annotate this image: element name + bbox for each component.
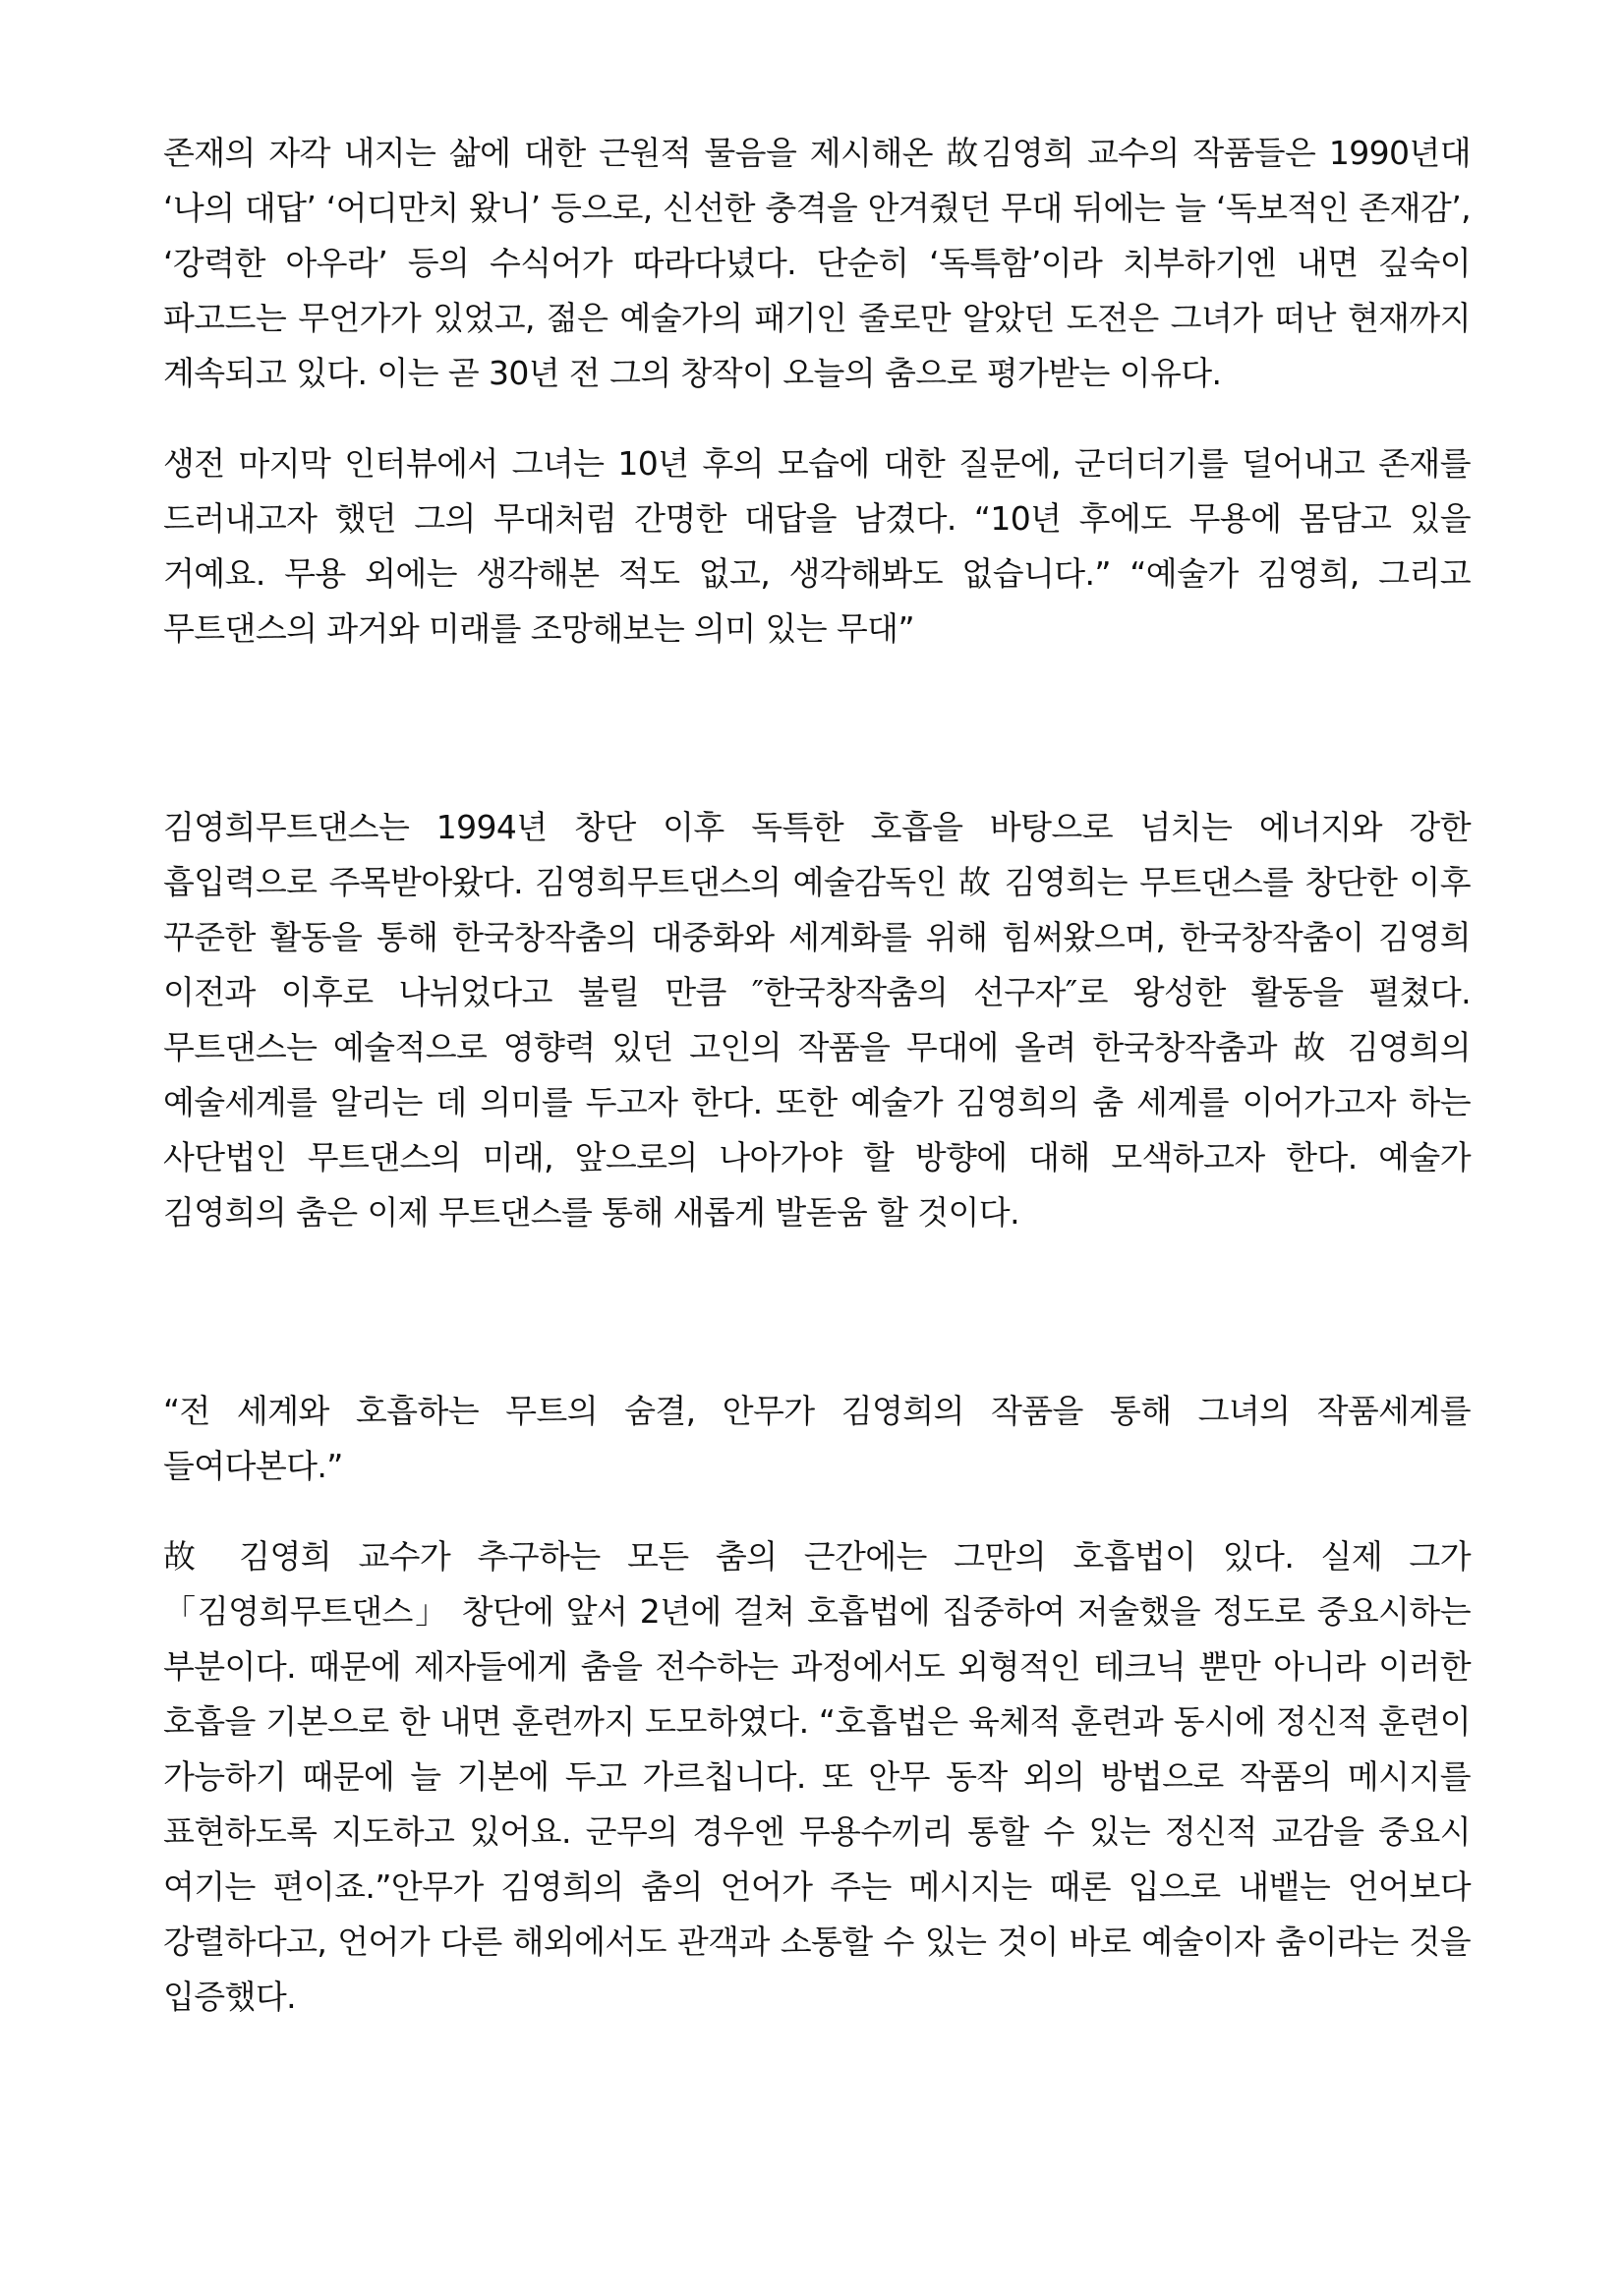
- paragraph-breathing: 故 김영희 교수가 추구하는 모든 춤의 근간에는 그만의 호흡법이 있다. 실제 그가 「김영희무트댄스」 창단에 앞서 2년에 걸쳐 호흡법에 집중하여 저술했을 정도로 중요시하는 부분이다. 때문에 제자들에게 춤을 전수하는 과정에서도 외형적인 테크닉 뿐만 아니라 이러한 호흡을 기본으로 한 내면 훈련까지 도모하였다. “호흡법은 육체적 훈련과 동시에 정신적 훈련이 가능하기 때문에 늘 기본에 두고 가르칩니다. 또 안무 동작 외의 방법으로 작품의 메시지를 표현하도록 지도하고 있어요. 군무의 경우엔 무용수끼리 통할 수 있는 정신적 교감을 중요시 여기는 편이죠.”안무가 김영희의 춤의 언어가 주는 메시지는 때론 입으로 내뱉는 언어보다 강렬하다고, 언어가 다른 해외에서도 관객과 소통할 수 있는 것이 바로 예술이자 춤이라는 것을 입증했다.: [163, 1537, 1471, 2016]
- paragraph-spacer: [163, 401, 1471, 436]
- section-spacer: [163, 657, 1471, 800]
- paragraph-spacer: [163, 1494, 1471, 1529]
- paragraph-interview: 생전 마지막 인터뷰에서 그녀는 10년 후의 모습에 대한 질문에, 군더더기를 덜어내고 존재를 드러내고자 했던 그의 무대처럼 간명한 대답을 남겼다. “10년 후에도 무용에 몸담고 있을 거예요. 무용 외에는 생각해본 적도 없고, 생각해봐도 없습니다.” “예술가 김영희, 그리고 무트댄스의 과거와 미래를 조망해보는 의미 있는 무대”: [163, 444, 1471, 648]
- document-body: [163, 126, 1471, 2025]
- paragraph-intro: 존재의 자각 내지는 삶에 대한 근원적 물음을 제시해온 故김영희 교수의 작품들은 1990년대 ‘나의 대답’ ‘어디만치 왔니’ 등으로, 신선한 충격을 안겨줬던 무대 뒤에는 늘 ‘독보적인 존재감’, ‘강력한 아우라’ 등의 수식어가 따라다녔다. 단순히 ‘독특함’이라 치부하기엔 내면 깊숙이 파고드는 무언가가 있었고, 젊은 예술가의 패기인 줄로만 알았던 도전은 그녀가 떠난 현재까지 계속되고 있다. 이는 곧 30년 전 그의 창작이 오늘의 춤으로 평가받는 이유다.: [163, 134, 1471, 392]
- paragraph-quote: “전 세계와 호흡하는 무트의 숨결, 안무가 김영희의 작품을 통해 그녀의 작품세계를 들여다본다.”: [163, 1392, 1471, 1485]
- paragraph-company: 김영희무트댄스는 1994년 창단 이후 독특한 호흡을 바탕으로 넘치는 에너지와 강한 흡입력으로 주목받아왔다. 김영희무트댄스의 예술감독인 故 김영희는 무트댄스를 창단한 이후 꾸준한 활동을 통해 한국창작춤의 대중화와 세계화를 위해 힘써왔으며, 한국창작춤이 김영희 이전과 이후로 나뉘었다고 불릴 만큼 ″한국창작춤의 선구자″로 왕성한 활동을 펼쳤다. 무트댄스는 예술적으로 영향력 있던 고인의 작품을 무대에 올려 한국창작춤과 故 김영희의 예술세계를 알리는 데 의미를 두고자 한다. 또한 예술가 김영희의 춤 세계를 이어가고자 하는 사단법인 무트댄스의 미래, 앞으로의 나아가야 할 방향에 대해 모색하고자 한다. 예술가 김영희의 춤은 이제 무트댄스를 통해 새롭게 발돋움 할 것이다.: [163, 808, 1471, 1232]
- section-spacer: [163, 1240, 1471, 1384]
